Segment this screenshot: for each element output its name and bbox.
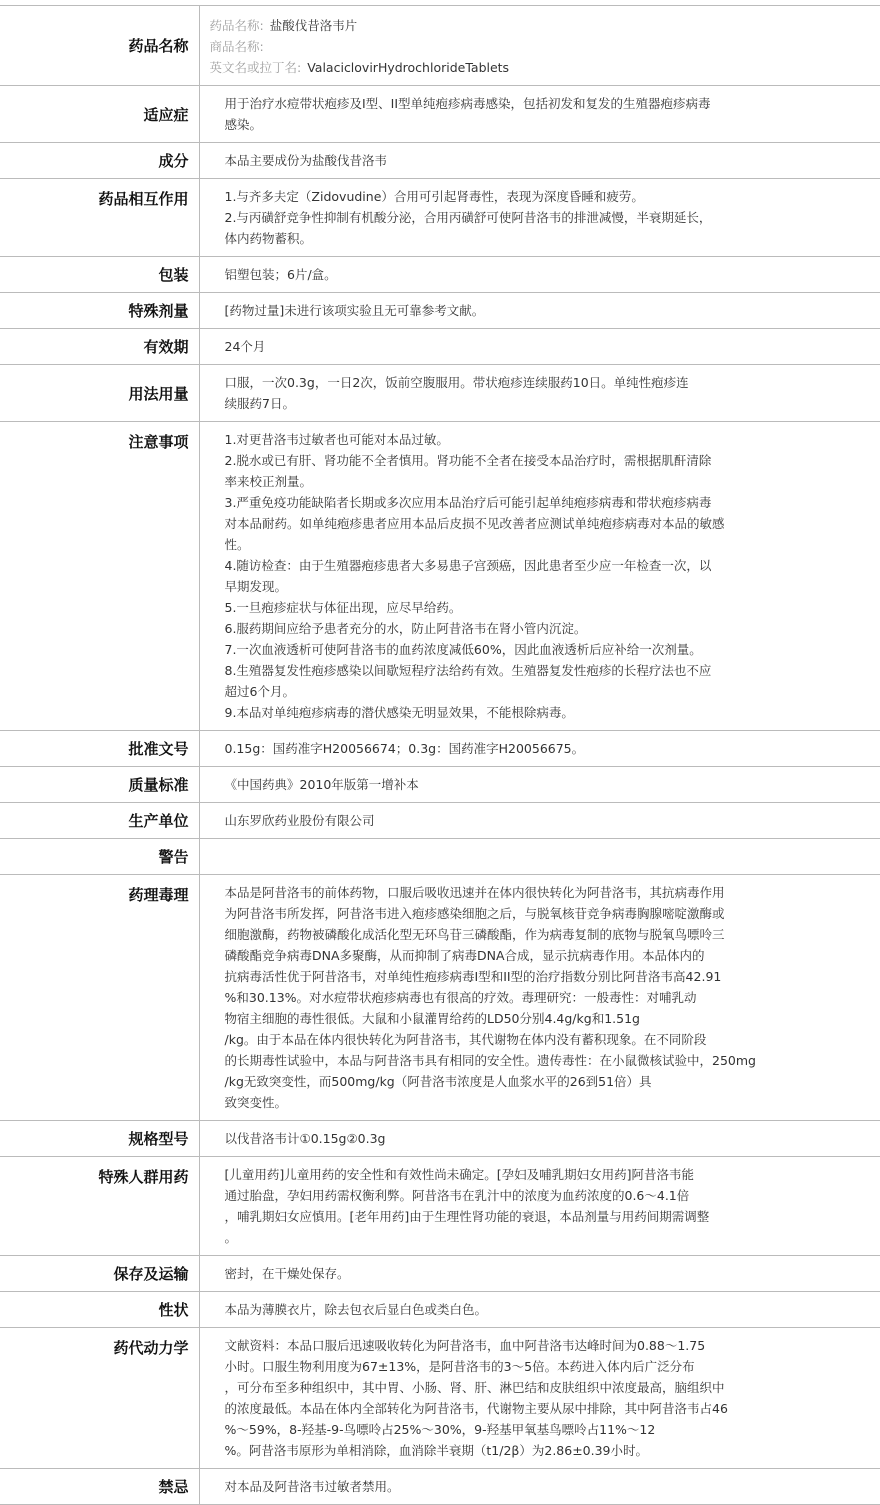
table-row (0, 875, 880, 1121)
value-line: 6.服药期间应给予患者充分的水，防止阿昔洛韦在肾小管内沉淀。 (224, 621, 587, 636)
row-value (199, 1157, 880, 1256)
value-line: 文献资料：本品口服后迅速吸收转化为阿昔洛韦，血中阿昔洛韦达峰时间为0.88～1.75 (224, 1338, 706, 1353)
row-value (199, 257, 880, 293)
value-line: 密封，在干燥处保存。 (224, 1266, 350, 1281)
drug-names-cell (199, 6, 880, 86)
value-line: 4.随访检查：由于生殖器疱疹患者大多易患子宫颈癌，因此患者至少应一年检查一次，以 (224, 558, 712, 573)
english-name-line (210, 57, 871, 78)
table-row (0, 731, 880, 767)
generic-name-line (210, 15, 871, 36)
value-line: 性。 (224, 537, 250, 552)
value-line: 7.一次血液透析可使阿昔洛韦的血药浓度减低60%，因此血液透析后应补给一次剂量。 (224, 642, 702, 657)
trade-name-line (210, 36, 871, 57)
english-name-label: 英文名或拉丁名: (209, 60, 302, 75)
value-line: /kg无致突变性，而500mg/kg（阿昔洛韦浓度是人血浆水平的26到51倍）具 (224, 1074, 652, 1089)
value-line: 为阿昔洛韦所发挥，阿昔洛韦进入疱疹感染细胞之后，与脱氧核苷竞争病毒胸腺嘧啶激酶或 (224, 906, 725, 921)
table-row (0, 365, 880, 422)
value-line: 早期发现。 (224, 579, 288, 594)
row-label: 有效期 (0, 329, 199, 365)
value-line: 细胞激酶，药物被磷酸化成活化型无环鸟苷三磷酸酯，作为病毒复制的底物与脱氧鸟嘌呤三 (224, 927, 725, 942)
row-value (199, 767, 880, 803)
trade-name-label: 商品名称: (209, 39, 264, 54)
row-label: 性状 (0, 1292, 199, 1328)
row-label: 禁忌 (0, 1469, 199, 1505)
value-line: 以伐昔洛韦计①0.15g②0.3g (224, 1131, 386, 1146)
row-label: 生产单位 (0, 803, 199, 839)
table-row (0, 329, 880, 365)
table-row (0, 257, 880, 293)
value-line: 的浓度最低。本品在体内全部转化为阿昔洛韦，代谢物主要从尿中排除，其中阿昔洛韦占46 (224, 1401, 728, 1416)
value-line: ，哺乳期妇女应慎用。[老年用药]由于生理性肾功能的衰退，本品剂量与用药间期需调整 (224, 1209, 710, 1224)
value-line: 《中国药典》2010年版第一增补本 (224, 777, 419, 792)
value-line: 口服，一次0.3g，一日2次，饭前空腹服用。带状疱疹连续服药10日。单纯性疱疹连 (224, 375, 689, 390)
row-label: 特殊剂量 (0, 293, 199, 329)
value-line: 本品是阿昔洛韦的前体药物，口服后吸收迅速并在体内很快转化为阿昔洛韦，其抗病毒作用 (224, 885, 725, 900)
value-line: 超过6个月。 (224, 684, 295, 699)
row-value (199, 1256, 880, 1292)
generic-name-label: 药品名称: (209, 18, 264, 33)
row-value (199, 86, 880, 143)
row-label: 警告 (0, 839, 199, 875)
value-line: 0.15g：国药准字H20056674；0.3g：国药准字H20056675。 (224, 741, 585, 756)
value-line: 山东罗欣药业股份有限公司 (224, 813, 375, 828)
row-value (199, 1469, 880, 1505)
value-line: 1.与齐多夫定（Zidovudine）合用可引起肾毒性，表现为深度昏睡和疲劳。 (224, 189, 644, 204)
value-line: 小时。口服生物利用度为67±13%，是阿昔洛韦的3～5倍。本药进入体内后广泛分布 (224, 1359, 695, 1374)
value-line: 率来校正剂量。 (224, 474, 313, 489)
row-value (199, 329, 880, 365)
value-line: /kg。由于本品在体内很快转化为阿昔洛韦，其代谢物在体内没有蓄积现象。在不同阶段 (224, 1032, 707, 1047)
row-value (199, 1328, 880, 1469)
table-row (0, 767, 880, 803)
row-label: 质量标准 (0, 767, 199, 803)
value-line: 5.一旦疱疹症状与体征出现，应尽早给药。 (224, 600, 462, 615)
value-line: 对本品耐药。如单纯疱疹患者应用本品后皮损不见改善者应测试单纯疱疹病毒对本品的敏感 (224, 516, 725, 531)
value-line: [药物过量]未进行该项实验且无可靠参考文献。 (224, 303, 485, 318)
table-row (0, 422, 880, 731)
row-label: 药理毒理 (0, 875, 199, 1121)
value-line: 通过胎盘，孕妇用药需权衡利弊。阿昔洛韦在乳汁中的浓度为血药浓度的0.6～4.1倍 (224, 1188, 690, 1203)
value-line: 2.与丙磺舒竞争性抑制有机酸分泌，合用丙磺舒可使阿昔洛韦的排泄减慢，半衰期延长， (224, 210, 712, 225)
table-row (0, 1469, 880, 1505)
table-row (0, 1256, 880, 1292)
value-line: 铝塑包装；6片/盒。 (224, 267, 337, 282)
generic-name-value: 盐酸伐昔洛韦片 (269, 18, 358, 33)
value-line: 。 (224, 1230, 238, 1245)
row-value (199, 1292, 880, 1328)
table-row (0, 179, 880, 257)
row-label: 批准文号 (0, 731, 199, 767)
value-line: 本品为薄膜衣片，除去包衣后显白色或类白色。 (224, 1302, 488, 1317)
value-line: 1.对更昔洛韦过敏者也可能对本品过敏。 (224, 432, 449, 447)
row-value (199, 731, 880, 767)
table-row (0, 293, 880, 329)
value-line: 2.脱水或已有肝、肾功能不全者慎用。肾功能不全者在接受本品治疗时，需根据肌酐清除 (224, 453, 712, 468)
table-row (0, 803, 880, 839)
row-label: 包装 (0, 257, 199, 293)
value-line: 的长期毒性试验中，本品与阿昔洛韦具有相同的安全性。遗传毒性：在小鼠微核试验中，250mg (224, 1053, 756, 1068)
table-row (0, 143, 880, 179)
row-value (199, 179, 880, 257)
row-label: 特殊人群用药 (0, 1157, 199, 1256)
value-line: 抗病毒活性优于阿昔洛韦，对单纯性疱疹病毒I型和II型的治疗指数分别比阿昔洛韦高42.91 (224, 969, 722, 984)
value-line: 磷酸酯竞争病毒DNA多聚酶，从而抑制了病毒DNA合成，显示抗病毒作用。本品体内的 (224, 948, 705, 963)
value-line: 致突变性。 (224, 1095, 288, 1110)
table-row (0, 1121, 880, 1157)
value-line: %和30.13%。对水痘带状疱疹病毒也有很高的疗效。毒理研究：一般毒性：对哺乳动 (224, 990, 697, 1005)
drug-info-body (0, 6, 880, 1505)
row-value (199, 422, 880, 731)
value-line: 本品主要成份为盐酸伐昔洛韦 (224, 153, 388, 168)
row-label: 注意事项 (0, 422, 199, 731)
value-line (225, 846, 861, 867)
table-row (0, 1328, 880, 1469)
row-label: 保存及运输 (0, 1256, 199, 1292)
row-value (199, 293, 880, 329)
row-drug-name (0, 6, 880, 86)
value-line: 用于治疗水痘带状疱疹及I型、II型单纯疱疹病毒感染，包括初发和复发的生殖器疱疹病毒 (224, 96, 711, 111)
value-line: ，可分布至多种组织中，其中胃、小肠、肾、肝、淋巴结和皮肤组织中浓度最高，脑组织中 (224, 1380, 725, 1395)
value-line: 3.严重免疫功能缺陷者长期或多次应用本品治疗后可能引起单纯疱疹病毒和带状疱疹病毒 (224, 495, 712, 510)
value-line: 感染。 (224, 117, 263, 132)
row-label: 药品名称 (0, 6, 199, 86)
english-name-value: ValaciclovirHydrochlorideTablets (307, 60, 510, 75)
row-value (199, 803, 880, 839)
value-line: 物宿主细胞的毒性很低。大鼠和小鼠灌胃给药的LD50分别4.4g/kg和1.51g (224, 1011, 640, 1026)
table-row (0, 86, 880, 143)
value-line: 9.本品对单纯疱疹病毒的潜伏感染无明显效果，不能根除病毒。 (224, 705, 574, 720)
row-value (199, 875, 880, 1121)
value-line: 24个月 (224, 339, 266, 354)
value-line: 8.生殖器复发性疱疹感染以间歇短程疗法给药有效。生殖器复发性疱疹的长程疗法也不应 (224, 663, 712, 678)
row-value (199, 1121, 880, 1157)
row-label: 药代动力学 (0, 1328, 199, 1469)
table-row (0, 839, 880, 875)
table-row (0, 1292, 880, 1328)
row-value (199, 839, 880, 875)
value-line: 体内药物蓄积。 (224, 231, 313, 246)
row-value (199, 365, 880, 422)
value-line: %。阿昔洛韦原形为单相消除，血消除半衰期（t1/2β）为2.86±0.39小时。 (224, 1443, 649, 1458)
value-line: 续服药7日。 (224, 396, 295, 411)
value-line: %～59%，8-羟基-9-鸟嘌呤占25%～30%，9-羟基甲氧基鸟嘌呤占11%～12 (224, 1422, 656, 1437)
row-label: 规格型号 (0, 1121, 199, 1157)
row-label: 用法用量 (0, 365, 199, 422)
table-row (0, 1157, 880, 1256)
value-line: 对本品及阿昔洛韦过敏者禁用。 (224, 1479, 400, 1494)
row-label: 药品相互作用 (0, 179, 199, 257)
row-value (199, 143, 880, 179)
value-line: [儿童用药]儿童用药的安全性和有效性尚未确定。[孕妇及哺乳期妇女用药]阿昔洛韦能 (224, 1167, 695, 1182)
row-label: 适应症 (0, 86, 199, 143)
drug-info-table (0, 5, 880, 1505)
row-label: 成分 (0, 143, 199, 179)
